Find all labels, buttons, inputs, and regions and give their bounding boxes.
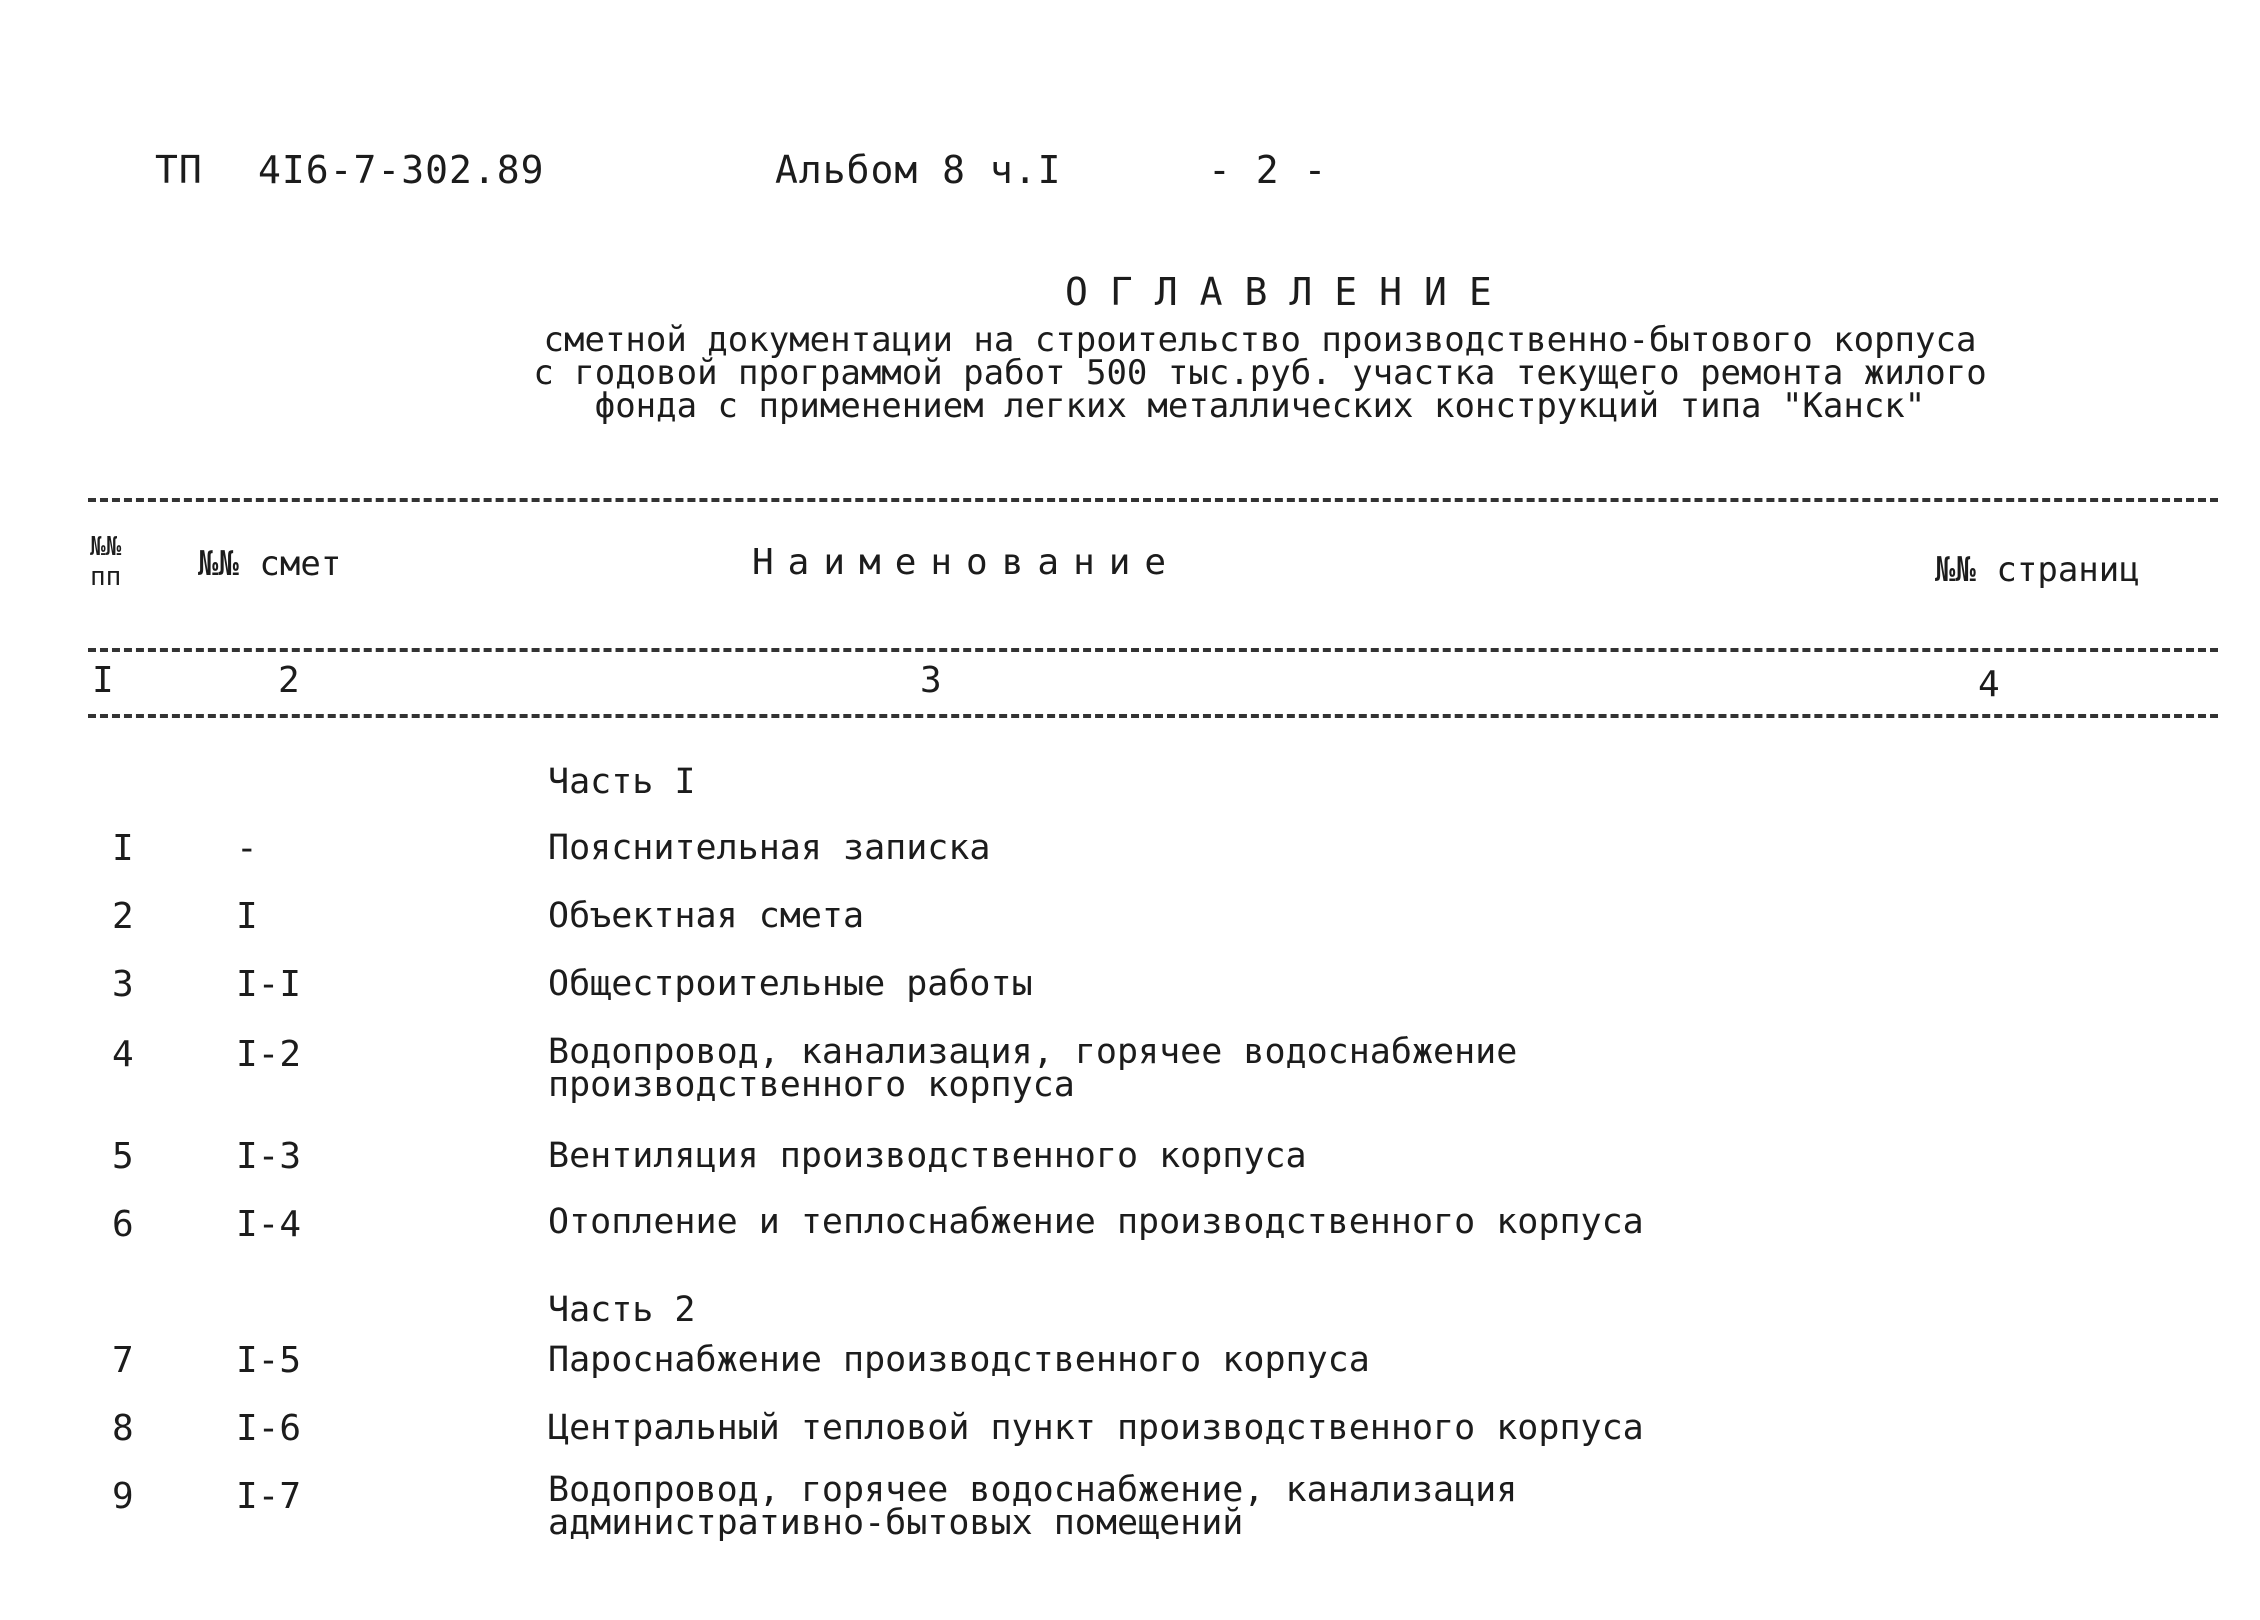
row-8-no: 8 [112, 1408, 134, 1449]
part-1-heading: Часть I [548, 762, 696, 802]
row-9-code: I-7 [236, 1476, 302, 1517]
subtitle [460, 320, 2060, 426]
subtitle-line-1: сметной документации на строительство производственно-бытового корпуса [543, 320, 1977, 360]
row-2-name: Объектная смета [548, 896, 865, 936]
subtitle-line-2: с годовой программой работ 500 тыс.руб. участка текущего ремонта жилого [533, 353, 1987, 393]
col-number-2: 2 [278, 660, 300, 701]
row-6-code: I-4 [236, 1204, 302, 1245]
row-3-name: Общестроительные работы [548, 964, 1033, 1004]
row-8-code: I-6 [236, 1408, 302, 1449]
col-header-code: №№ смет [198, 544, 342, 584]
subtitle-line-3: фонда с применением легких металлических конструкций типа "Канск" [594, 386, 1926, 426]
col-header-pages: №№ страниц [1935, 550, 2140, 590]
row-5-name: Вентиляция производственного корпуса [548, 1136, 1307, 1176]
row-5-no: 5 [112, 1136, 134, 1177]
page-number: - 2 - [1208, 148, 1328, 192]
row-1-no: I [112, 828, 134, 869]
album-label: Альбом 8 ч.I [775, 148, 1062, 192]
col-header-name: Наименование [752, 542, 1181, 583]
row-4-no: 4 [112, 1034, 134, 1075]
row-7-code: I-5 [236, 1340, 302, 1381]
row-2-no: 2 [112, 896, 134, 937]
col-number-4: 4 [1978, 664, 2000, 705]
col-header-no [90, 532, 121, 592]
row-5-code: I-3 [236, 1136, 302, 1177]
row-6-name: Отопление и теплоснабжение производственного корпуса [548, 1202, 1644, 1242]
row-2-code: I [236, 896, 258, 937]
row-4-name: Водопровод, канализация, горячее водоснабжение производственного корпуса [548, 1032, 1518, 1105]
rule-bottom [88, 714, 2218, 718]
row-7-name: Пароснабжение производственного корпуса [548, 1340, 1370, 1380]
row-6-no: 6 [112, 1204, 134, 1245]
rule-top [88, 498, 2218, 502]
rule-middle [88, 648, 2218, 652]
part-2-heading: Часть 2 [548, 1290, 696, 1330]
col-number-3: 3 [920, 660, 942, 701]
page-title: ОГЛАВЛЕНИЕ [1065, 270, 1514, 314]
doc-number: 4I6-7-302.89 [258, 148, 545, 192]
doc-type: ТП [155, 148, 203, 192]
row-1-code: - [236, 828, 258, 869]
col-header-no-line1: №№ [90, 532, 122, 562]
col-header-no-line2: пп [90, 562, 122, 592]
row-9-name: Водопровод, горячее водоснабжение, канализация административно-бытовых помещений [548, 1470, 1518, 1543]
row-1-name: Пояснительная записка [548, 828, 991, 868]
row-9-no: 9 [112, 1476, 134, 1517]
row-3-no: 3 [112, 964, 134, 1005]
row-4-code: I-2 [236, 1034, 302, 1075]
row-8-name: Центральный тепловой пункт производственного корпуса [548, 1408, 1644, 1448]
row-7-no: 7 [112, 1340, 134, 1381]
row-3-code: I-I [236, 964, 302, 1005]
col-number-1: I [92, 660, 114, 701]
